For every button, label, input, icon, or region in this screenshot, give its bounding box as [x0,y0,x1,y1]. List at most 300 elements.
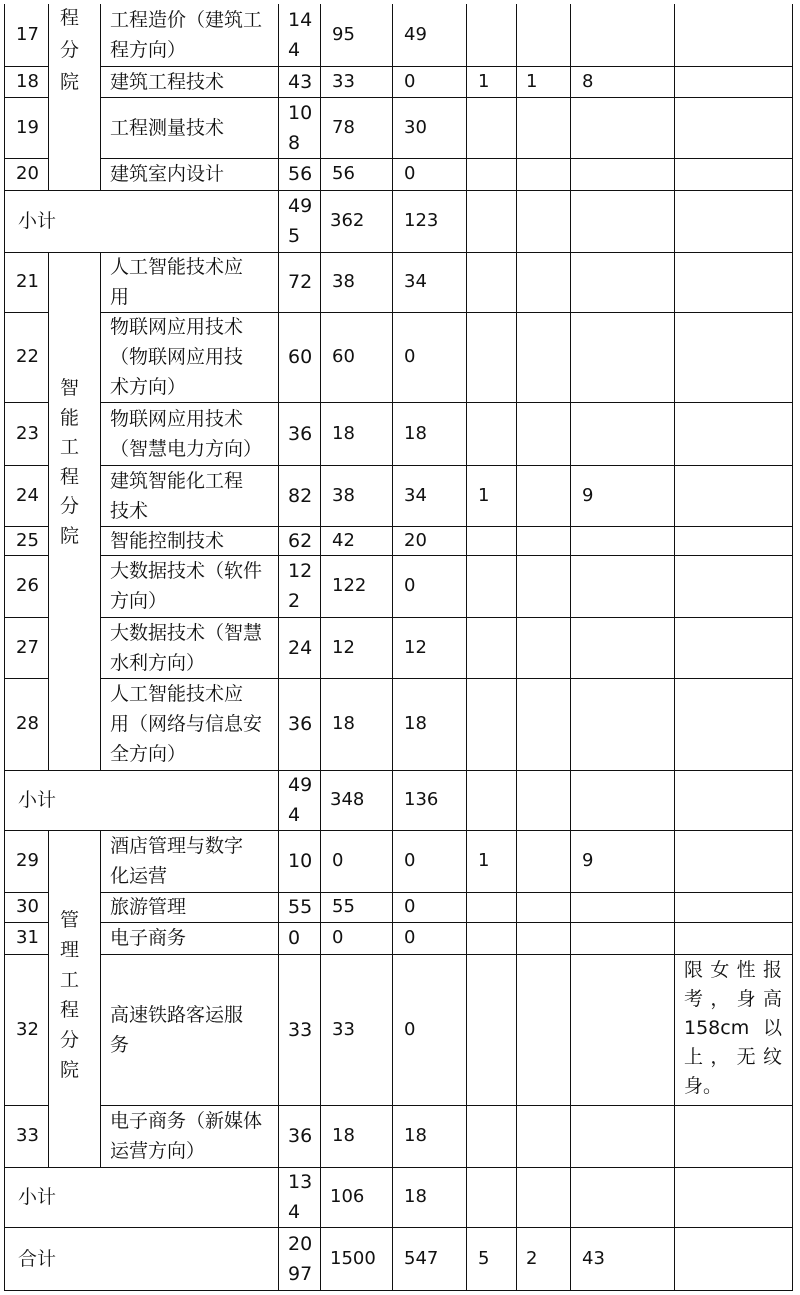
column-separator [392,830,393,892]
column-separator [466,1227,467,1290]
column-separator [100,158,101,190]
plan-count: 56 [288,163,313,185]
count-col7: 9 [582,484,594,506]
column-separator [278,402,279,465]
table-border-left [4,4,5,1290]
plan-count: 72 [288,271,313,293]
count-col7: 8 [582,70,594,92]
column-separator [278,190,279,252]
column-separator [570,770,571,830]
count-col4: 18 [404,422,427,444]
column-separator [392,892,393,922]
row-number: 18 [16,70,39,92]
column-separator [320,678,321,770]
plan-count: 14 [288,9,313,31]
column-separator [48,465,49,526]
plan-count: 12 [288,560,313,582]
column-separator [100,892,101,922]
row-separator [100,922,792,923]
column-separator [674,678,675,770]
column-separator [320,1167,321,1227]
column-separator [570,465,571,526]
column-separator [516,4,517,66]
column-separator [320,830,321,892]
major-name: 工程测量技术 [110,116,225,139]
column-separator [674,4,675,66]
column-separator [48,1105,49,1167]
column-separator [466,190,467,252]
column-separator [570,252,571,312]
column-separator [392,1227,393,1290]
column-separator [516,1227,517,1290]
column-separator [674,770,675,830]
major-name: 水利方向） [110,651,206,674]
count-col4: 34 [404,271,427,292]
major-name: 建筑室内设计 [110,163,225,185]
remark-line: 考，身高 [684,988,782,1010]
major-name: 物联网应用技术 [110,316,244,338]
column-separator [48,954,49,1105]
remark-line: 上，无纹 [684,1046,782,1068]
column-separator [466,312,467,402]
column-separator [100,954,101,1105]
row-separator [4,97,48,98]
column-separator [48,617,49,678]
major-name: 大数据技术（智慧 [110,621,263,644]
count-col4: 18 [404,1186,427,1207]
major-name: 方向） [110,590,168,612]
plan-count: 2 [288,590,301,612]
column-separator [516,465,517,526]
major-name: 高速铁路客运服 [110,1003,244,1026]
column-separator [278,4,279,66]
row-number: 32 [16,1018,39,1040]
column-separator [392,770,393,830]
column-separator [320,402,321,465]
department-label: 院 [60,71,80,93]
column-separator [466,830,467,892]
count-col4: 0 [404,346,416,367]
plan-count: 24 [288,636,313,659]
column-separator [466,158,467,190]
column-separator [674,158,675,190]
column-separator [570,312,571,402]
major-name: 技术 [110,499,149,522]
department-label: 管 [60,909,80,931]
plan-count: 82 [288,484,313,507]
count-col4: 18 [404,1125,427,1146]
column-separator [320,617,321,678]
column-separator [100,526,101,555]
count-col5: 1 [478,484,490,506]
plan-count: 5 [288,225,301,247]
row-separator [100,1105,792,1106]
count-col4: 0 [404,927,416,948]
major-name: 用（网络与信息安 [110,713,263,735]
major-name: 建筑工程技术 [110,70,225,93]
row-separator [4,678,48,679]
column-separator [320,97,321,158]
column-separator [320,66,321,97]
major-name: 程方向） [110,39,187,61]
major-name: 用 [110,286,130,308]
row-number: 33 [16,1125,39,1146]
remark-line: 身。 [684,1075,723,1097]
row-separator [100,465,792,466]
column-separator [278,312,279,402]
column-separator [392,4,393,66]
column-separator [48,312,49,402]
department-label: 分 [60,1029,80,1051]
count-col3: 33 [332,70,355,92]
column-separator [516,892,517,922]
column-separator [320,922,321,954]
major-name: 智能控制技术 [110,529,225,552]
count-col5: 1 [478,70,490,92]
column-separator [48,402,49,465]
count-col3: 0 [332,927,344,948]
column-separator [466,252,467,312]
column-separator [278,830,279,892]
column-separator [570,892,571,922]
plan-count: 60 [288,346,313,368]
row-separator [4,617,48,618]
count-col4: 0 [404,850,416,871]
column-separator [392,922,393,954]
column-separator [516,97,517,158]
column-separator [48,4,49,66]
column-separator [466,402,467,465]
column-separator [320,1105,321,1167]
major-name: 旅游管理 [110,896,187,918]
count-col7: 43 [582,1247,605,1269]
column-separator [278,678,279,770]
row-number: 25 [16,529,39,551]
column-separator [278,922,279,954]
department-label: 分 [60,39,80,61]
column-separator [516,617,517,678]
major-name: 电子商务（新媒体 [110,1110,263,1132]
column-separator [674,402,675,465]
count-col4: 547 [404,1247,439,1269]
row-separator [4,465,48,466]
column-separator [674,617,675,678]
column-separator [278,1105,279,1167]
column-separator [100,555,101,617]
count-col3: 106 [330,1186,365,1207]
column-separator [516,312,517,402]
column-separator [48,678,49,770]
plan-count: 4 [288,804,301,826]
column-separator [100,830,101,892]
remark-line: 限女性报 [684,959,782,981]
column-separator [100,617,101,678]
plan-count: 13 [288,1171,313,1193]
plan-count: 55 [288,896,313,918]
column-separator [466,97,467,158]
row-number: 27 [16,636,39,658]
plan-count: 43 [288,70,313,93]
count-col6: 1 [526,70,538,92]
column-separator [516,252,517,312]
plan-count: 10 [288,101,313,124]
count-col3: 78 [332,116,355,138]
remark-row-32 [684,956,782,1101]
plan-count: 36 [288,713,313,735]
count-col3: 33 [332,1018,355,1040]
count-col3: 348 [330,789,365,810]
row-separator [4,892,48,893]
table-border-right [792,4,793,1291]
column-separator [100,66,101,97]
plan-count: 62 [288,529,313,552]
column-separator [278,770,279,830]
count-col3: 38 [332,271,355,292]
row-separator [4,402,48,403]
count-col4: 0 [404,1018,416,1040]
column-separator [674,190,675,252]
count-col3: 18 [332,713,355,734]
count-col3: 1500 [330,1247,376,1269]
row-separator [100,158,792,159]
column-separator [516,1105,517,1167]
plan-count: 4 [288,39,301,61]
count-col4: 12 [404,636,427,658]
column-separator [466,617,467,678]
column-separator [674,252,675,312]
column-separator [392,312,393,402]
column-separator [100,922,101,954]
row-number: 20 [16,163,39,184]
column-separator [516,526,517,555]
row-separator [4,526,48,527]
count-col6: 2 [526,1247,538,1269]
column-separator [320,252,321,312]
column-separator [570,190,571,252]
major-name: （物联网应用技 [110,346,244,368]
column-separator [392,1105,393,1167]
count-col4: 0 [404,70,416,92]
major-name: 大数据技术（软件 [110,560,263,582]
column-separator [674,830,675,892]
count-col4: 0 [404,575,416,596]
plan-count: 4 [288,1201,301,1223]
plan-count: 0 [288,927,301,949]
column-separator [392,190,393,252]
row-separator [4,158,48,159]
count-col3: 38 [332,484,355,506]
department-label: 能 [60,406,80,429]
count-col3: 95 [332,24,355,45]
column-separator [100,97,101,158]
major-name: 工程造价（建筑工 [110,9,263,31]
row-separator [100,555,792,556]
column-separator [570,617,571,678]
row-separator [4,922,48,923]
column-separator [48,252,49,312]
department-label: 院 [60,524,80,547]
column-separator [466,4,467,66]
column-separator [570,4,571,66]
major-name: 物联网应用技术 [110,407,244,430]
major-name: 化运营 [110,865,168,887]
column-separator [516,830,517,892]
row-separator [100,312,792,313]
column-separator [674,1167,675,1227]
major-name: 术方向） [110,376,187,398]
row-number: 29 [16,850,39,871]
column-separator [320,892,321,922]
column-separator [570,158,571,190]
column-separator [466,1167,467,1227]
row-separator [100,97,792,98]
column-separator [278,892,279,922]
subtotal-label: 小计 [18,210,57,232]
row-number: 19 [16,116,39,138]
major-name: （智慧电力方向） [110,437,263,460]
major-name: 务 [110,1033,130,1056]
column-separator [466,526,467,555]
column-separator [48,555,49,617]
plan-count: 10 [288,850,313,872]
column-separator [674,66,675,97]
column-separator [466,1105,467,1167]
row-separator [100,678,792,679]
count-col4: 123 [404,210,439,231]
department-label: 工 [60,969,80,991]
count-col3: 42 [332,529,355,551]
column-separator [392,402,393,465]
count-col4: 0 [404,163,416,184]
column-separator [278,954,279,1105]
column-separator [100,252,101,312]
column-separator [320,1227,321,1290]
column-separator [278,617,279,678]
column-separator [516,1167,517,1227]
row-separator [4,555,48,556]
column-separator [570,526,571,555]
column-separator [466,922,467,954]
column-separator [674,922,675,954]
column-separator [48,158,49,190]
column-separator [48,922,49,954]
column-separator [570,402,571,465]
subtotal-label: 小计 [18,1186,57,1208]
column-separator [320,555,321,617]
column-separator [320,954,321,1105]
column-separator [320,312,321,402]
column-separator [278,555,279,617]
column-separator [320,465,321,526]
column-separator [392,158,393,190]
major-name: 全方向） [110,743,187,765]
count-col7: 9 [582,850,594,871]
column-separator [466,678,467,770]
major-name: 人工智能技术应 [110,256,244,278]
row-number: 21 [16,271,39,292]
count-col3: 122 [332,575,367,596]
count-col3: 0 [332,850,344,871]
department-label: 程 [60,7,80,29]
plan-count: 49 [288,195,313,217]
column-separator [570,97,571,158]
row-number: 23 [16,422,39,444]
count-col3: 18 [332,422,355,444]
row-separator [4,66,48,67]
row-number: 28 [16,713,39,734]
column-separator [466,954,467,1105]
column-separator [278,97,279,158]
count-col4: 18 [404,713,427,734]
column-separator [570,1105,571,1167]
row-number: 26 [16,575,39,596]
department-label: 程 [60,999,80,1021]
column-separator [278,465,279,526]
column-separator [278,1167,279,1227]
row-separator [100,402,792,403]
major-name: 电子商务 [110,927,187,949]
plan-count: 36 [288,1125,313,1147]
column-separator [516,954,517,1105]
count-col4: 20 [404,529,427,551]
remark-line: 158cm 以 [684,1017,782,1039]
column-separator [48,830,49,892]
column-separator [48,892,49,922]
plan-count: 8 [288,131,301,154]
column-separator [674,312,675,402]
plan-count: 20 [288,1232,313,1255]
count-col5: 5 [478,1247,490,1269]
department-label: 院 [60,1059,80,1081]
major-name: 运营方向） [110,1140,206,1162]
count-col4: 0 [404,896,416,917]
plan-count: 49 [288,774,313,796]
column-separator [100,312,101,402]
column-separator [320,526,321,555]
column-separator [466,555,467,617]
major-name: 人工智能技术应 [110,683,244,705]
column-separator [278,526,279,555]
row-separator [4,1105,48,1106]
table-border-bottom [4,1290,792,1291]
column-separator [570,922,571,954]
count-col4: 30 [404,116,427,138]
count-col3: 18 [332,1125,355,1146]
column-separator [516,555,517,617]
column-separator [48,97,49,158]
column-separator [392,555,393,617]
subtotal-label: 小计 [18,789,57,811]
count-col3: 56 [332,163,355,184]
column-separator [516,922,517,954]
row-number: 17 [16,24,39,45]
department-label: 程 [60,465,80,488]
column-separator [674,1227,675,1290]
column-separator [392,1167,393,1227]
department-label: 理 [60,939,80,961]
column-separator [100,678,101,770]
count-col3: 12 [332,636,355,658]
column-separator [278,158,279,190]
row-separator [100,526,792,527]
column-separator [100,465,101,526]
plan-count: 33 [288,1018,313,1041]
column-separator [278,66,279,97]
column-separator [48,526,49,555]
column-separator [516,402,517,465]
column-separator [320,770,321,830]
column-separator [100,402,101,465]
